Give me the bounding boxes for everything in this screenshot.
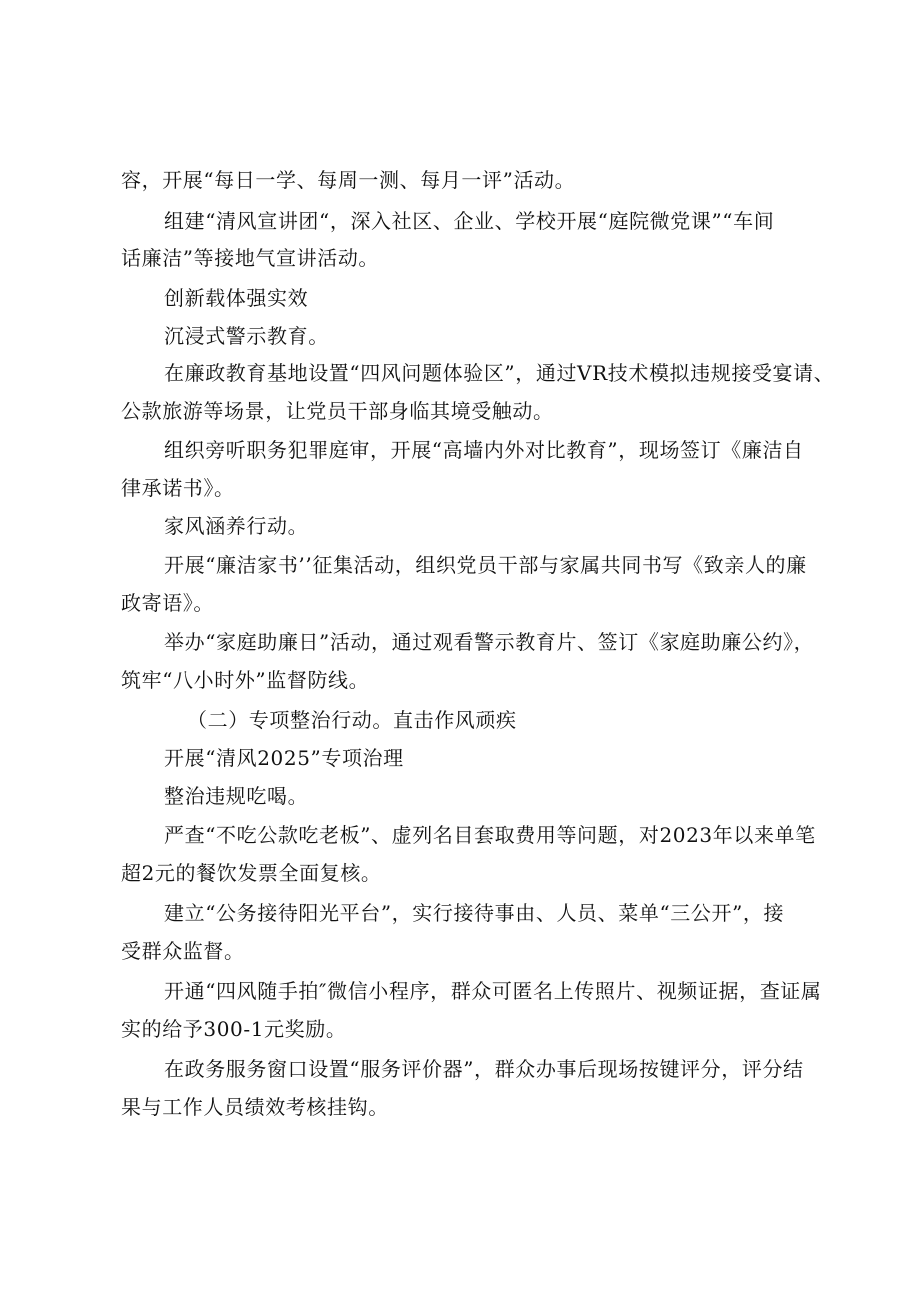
text-line-20: 建立“公务接待阳光平台”，实行接待事由、人员、菜单“三公开”，接 [164, 901, 785, 925]
text-line-8: 组织旁听职务犯罪庭审，开展“高墙内外对比教育”，现场签订《廉洁自 [164, 438, 804, 462]
text-line-14: 筑牢“八小时外”监督防线。 [121, 668, 370, 692]
text-line-6: 在廉政教育基地设置“四风问题体验区”，通过VR技术模拟违规接受宴请、 [164, 361, 835, 385]
text-line-10: 家风涵养行动。 [164, 514, 309, 538]
text-line-2: 组建“清风宣讲团“，深入社区、企业、学校开展“庭院微党课”“车间 [164, 209, 775, 233]
text-line-19: 超2元的餐饮发票全面复核。 [121, 861, 382, 885]
text-line-17: 整治违规吃喝。 [164, 784, 309, 808]
text-line-1: 容，开展“每日一学、每周一测、每月一评”活动。 [121, 168, 576, 192]
text-line-13: 举办“家庭助廉日”活动，通过观看警示教育片、签订《家庭助廉公约》， [164, 630, 815, 654]
text-line-18: 严查“不吃公款吃老板”、虚列名目套取费用等问题，对2023年以来单笔 [164, 823, 816, 847]
text-line-3: 话廉洁”等接地气宣讲活动。 [121, 246, 380, 270]
text-line-11: 开展“廉洁家书’’征集活动，组织党员干部与家属共同书写《致亲人的廉 [164, 553, 807, 577]
text-line-23: 实的给予300-1元奖励。 [121, 1017, 347, 1041]
text-line-9: 律承诺书》。 [121, 476, 235, 500]
text-line-4: 创新载体强实效 [164, 286, 309, 310]
text-line-5: 沉浸式警示教育。 [164, 324, 329, 348]
text-line-7: 公款旅游等场景，让党员干部身临其境受触动。 [121, 399, 554, 423]
section-heading: （二）专项整治行动。直击作风顽疾 [187, 708, 517, 732]
text-line-21: 受群众监督。 [121, 939, 245, 963]
text-line-22: 开通“四风随手拍″微信小程序，群众可匿名上传照片、视频证据，查证属 [164, 979, 822, 1003]
text-line-24: 在政务服务窗口设置“服务评价器”，群众办事后现场按键评分，评分结 [164, 1057, 804, 1081]
text-line-16: 开展“清风2025”专项治理 [164, 746, 404, 770]
text-line-25: 果与工作人员绩效考核挂钩。 [121, 1095, 389, 1119]
text-line-12: 政寄语》。 [121, 591, 214, 615]
